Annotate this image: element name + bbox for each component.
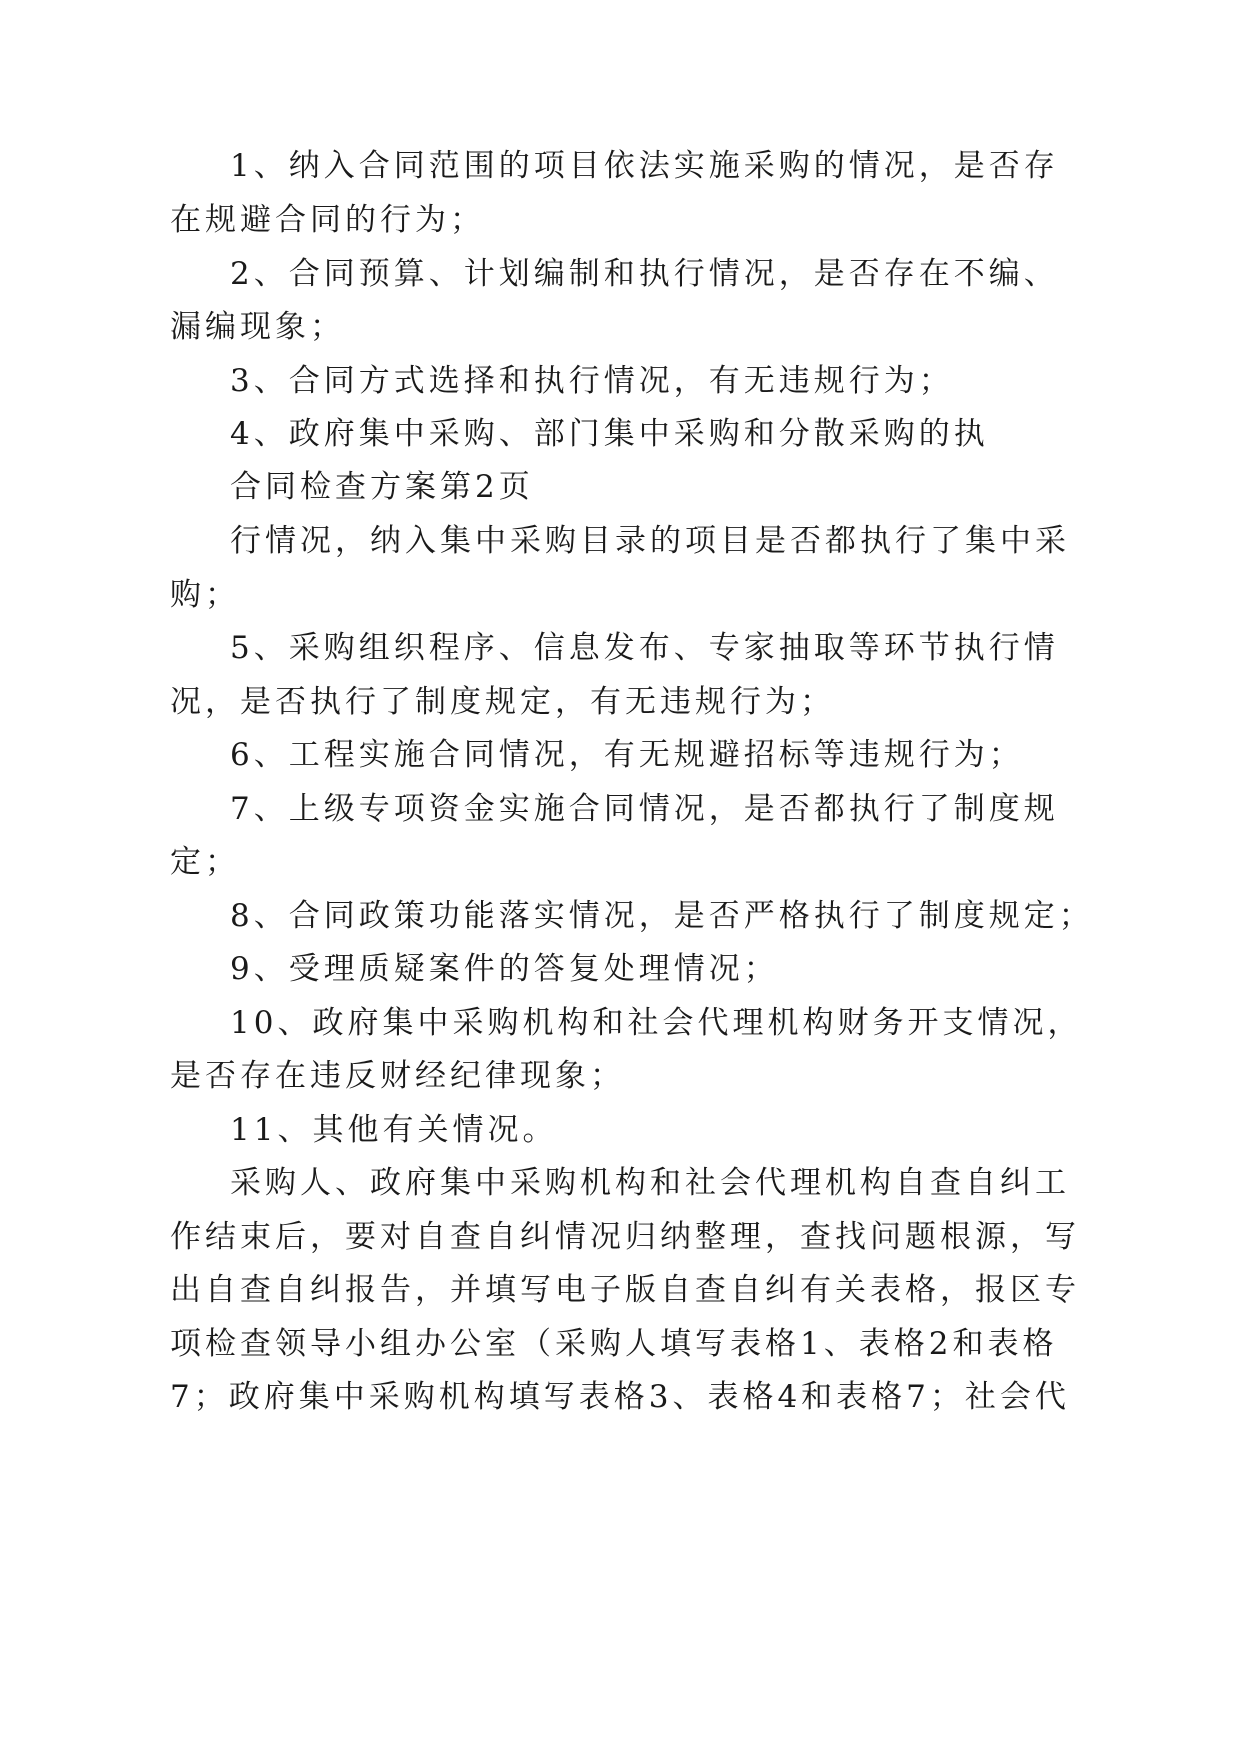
text-line-4: 漏编现象；: [170, 309, 345, 345]
text-line-16: 9、受理质疑案件的答复处理情况；: [230, 951, 779, 987]
text-line-22: 出自查自纠报告，并填写电子版自查自纠有关表格，报区专: [170, 1272, 1080, 1308]
text-line-24: 7；政府集中采购机构填写表格3、表格4和表格7；社会代: [170, 1379, 1070, 1415]
text-line-12: 6、工程实施合同情况，有无规避招标等违规行为；: [230, 737, 1024, 773]
text-line-15: 8、合同政策功能落实情况，是否严格执行了制度规定；: [230, 898, 1094, 934]
text-line-11: 况，是否执行了制度规定，有无违规行为；: [170, 684, 835, 720]
text-line-5: 3、合同方式选择和执行情况，有无违规行为；: [230, 363, 954, 399]
text-line-10: 5、采购组织程序、信息发布、专家抽取等环节执行情: [230, 630, 1059, 666]
text-line-3: 2、合同预算、计划编制和执行情况，是否存在不编、: [230, 256, 1059, 292]
text-line-9: 购；: [170, 577, 240, 613]
text-line-17: 10、政府集中采购机构和社会代理机构财务开支情况，: [230, 1005, 1083, 1041]
page-marker: 合同检查方案第2页: [230, 469, 534, 505]
text-line-2: 在规避合同的行为；: [170, 202, 485, 238]
text-line-23: 项检查领导小组办公室（采购人填写表格1、表格2和表格: [170, 1326, 1058, 1362]
text-line-21: 作结束后，要对自查自纠情况归纳整理，查找问题根源，写: [170, 1219, 1080, 1255]
text-line-1: 1、纳入合同范围的项目依法实施采购的情况，是否存: [230, 148, 1059, 184]
text-line-20: 采购人、政府集中采购机构和社会代理机构自查自纠工: [230, 1165, 1070, 1201]
text-line-14: 定；: [170, 844, 240, 880]
text-line-8: 行情况，纳入集中采购目录的项目是否都执行了集中采: [230, 523, 1070, 559]
text-line-13: 7、上级专项资金实施合同情况，是否都执行了制度规: [230, 791, 1059, 827]
text-line-6: 4、政府集中采购、部门集中采购和分散采购的执: [230, 416, 989, 452]
text-line-19: 11、其他有关情况。: [230, 1112, 558, 1148]
text-line-18: 是否存在违反财经纪律现象；: [170, 1058, 625, 1094]
